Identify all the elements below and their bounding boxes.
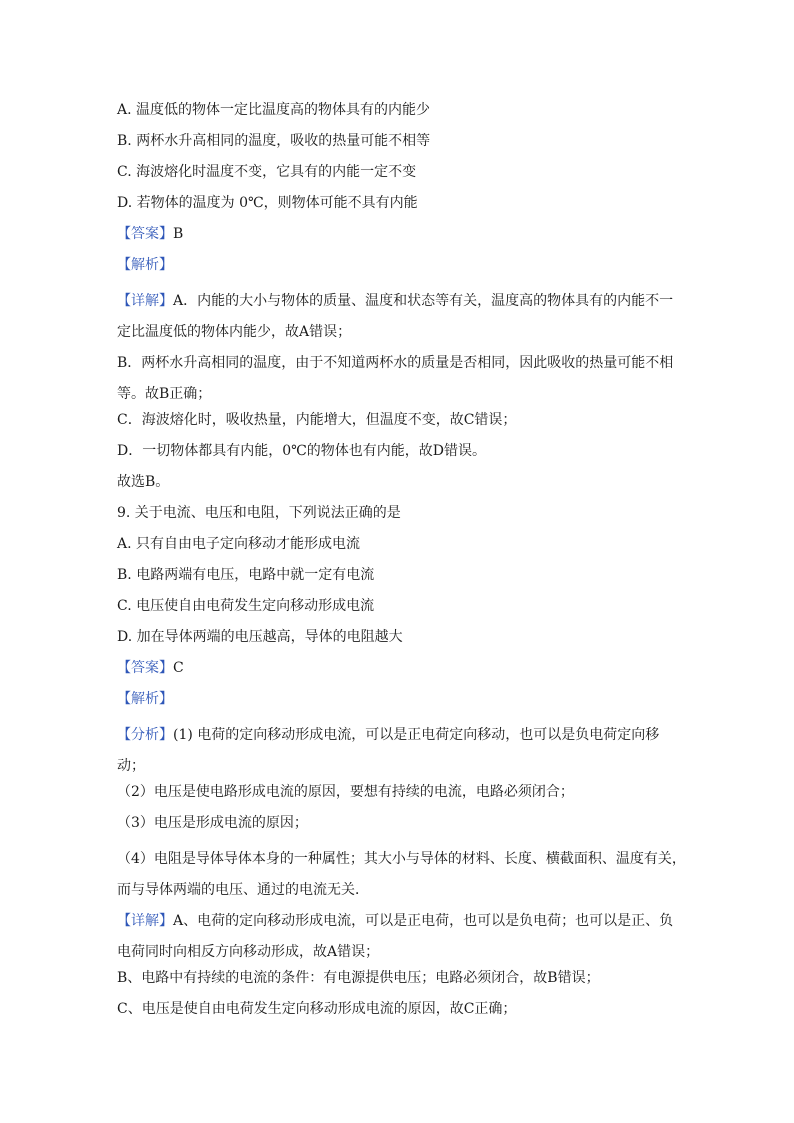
q9-question: 9. 关于电流、电压和电阻，下列说法正确的是 [117,505,401,521]
q9-answer-tag: 【答案】 [117,660,173,676]
q9-fenxi-3: （3）电压是形成电流的原因； [117,815,308,831]
q8-conclusion: 故选B。 [117,474,170,490]
q8-option-d: D. 若物体的温度为 0℃，则物体可能不具有内能 [117,195,418,211]
q9-option-d: D. 加在导体两端的电压越高，导体的电阻越大 [117,629,403,645]
q9-fenxi-1 [117,720,687,782]
q9-option-a: A. 只有自由电子定向移动才能形成电流 [117,536,361,552]
q8-answer-value: B [173,226,184,242]
q8-option-b: B. 两杯水升高相同的温度，吸收的热量可能不相等 [117,133,431,149]
q8-answer [117,224,687,255]
q8-detail-b: B．两杯水升高相同的温度，由于不知道两杯水的质量是否相同，因此吸收的热量可能不相等。故B正确； [117,355,674,402]
q9-analysis [117,689,687,720]
q9-detail-c: C、电压是使自由电荷发生定向移动形成电流的原因，故C正确； [117,1001,517,1017]
q9-analysis-tag: 【解析】 [117,691,173,707]
q8-detail-c: C．海波熔化时，吸收热量，内能增大，但温度不变，故C错误； [117,412,517,428]
q8-option-a: A. 温度低的物体一定比温度高的物体具有的内能少 [117,102,431,118]
q8-option-c: C. 海波熔化时温度不变，它具有的内能一定不变 [117,164,417,180]
q9-detail-a-text: A、电荷的定向移动形成电流，可以是正电荷，也可以是负电荷；也可以是正、负电荷同时向相反方向移动形成，故A错误； [117,913,674,960]
q8-detail-d: D．一切物体都具有内能，0℃的物体也有内能，故D错误。 [117,443,487,459]
q9-fenxi-1-text: (1) 电荷的定向移动形成电流，可以是正电荷定向移动，也可以是负电荷定向移动； [117,727,660,774]
q9-option-c: C. 电压使自由电荷发生定向移动形成电流 [117,598,375,614]
q8-answer-tag: 【答案】 [117,226,173,242]
q9-detail-b: B、电路中有持续的电流的条件：有电源提供电压；电路必须闭合，故B错误； [117,970,600,986]
q8-analysis [117,255,687,286]
q9-option-b: B. 电路两端有电压，电路中就一定有电流 [117,567,375,583]
q9-detail-tag: 【详解】 [117,913,173,929]
q9-fenxi-4: （4）电阻是导体导体本身的一种属性；其大小与导体的材料、长度、横截面积、温度有关，而与导体两端的电压、通过的电流无关． [117,851,686,898]
q8-analysis-tag: 【解析】 [117,257,173,273]
q8-detail-a [117,286,687,348]
q9-detail-a [117,906,687,968]
q8-detail-a-text: A．内能的大小与物体的质量、温度和状态等有关，温度高的物体具有的内能不一定比温度低的物体内能少，故A错误； [117,293,674,340]
q9-answer [117,658,687,689]
q8-detail-tag: 【详解】 [117,293,173,309]
q9-fenxi-tag: 【分析】 [117,727,173,743]
document-page [117,100,687,1030]
q9-answer-value: C [173,660,184,676]
q9-fenxi-2: （2）电压是使电路形成电流的原因，要想有持续的电流，电路必须闭合； [117,784,574,800]
